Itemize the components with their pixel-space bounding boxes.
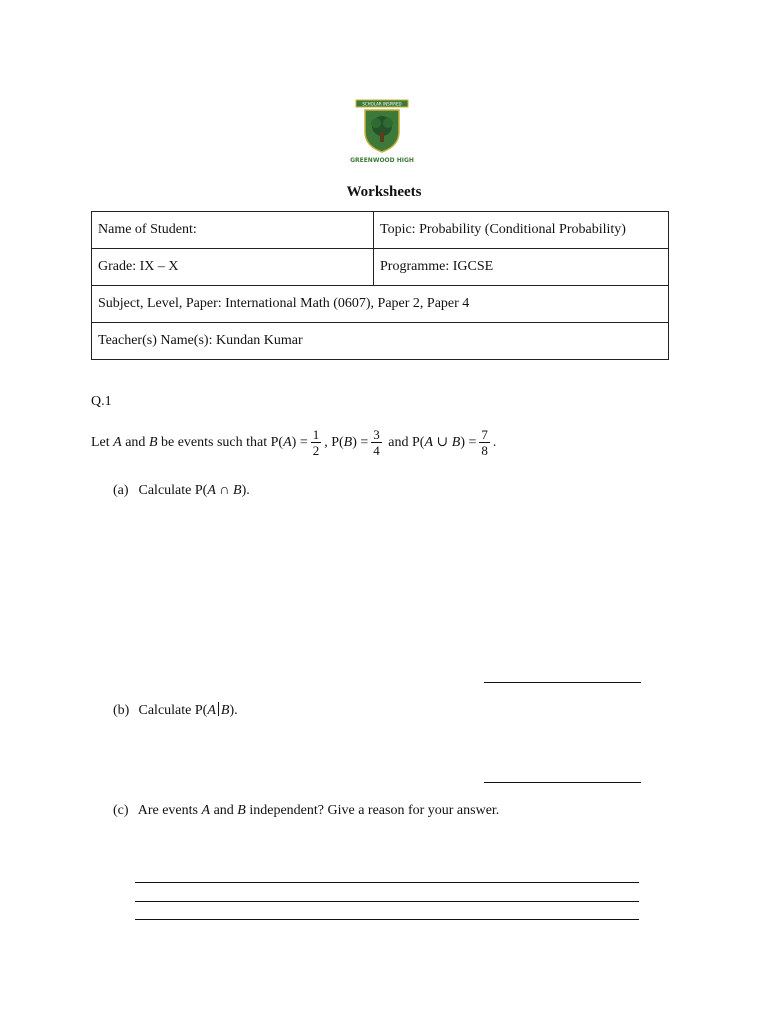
logo-arc-text: GREENWOOD HIGH [350, 157, 414, 164]
table-row [92, 212, 669, 249]
table-row [92, 249, 669, 286]
answer-line-c3[interactable] [135, 919, 639, 920]
part-c: (c) Are events A and B independent? Give a reason for your answer. [113, 803, 500, 818]
info-table [91, 211, 669, 360]
answer-line-b[interactable] [484, 782, 641, 783]
given-bar [218, 702, 219, 716]
student-name-cell: Name of Student: [92, 212, 374, 249]
table-row [92, 323, 669, 360]
grade-cell: Grade: IX – X [92, 249, 374, 286]
page-title: Worksheets [346, 184, 422, 200]
logo-banner-text: SCHOLAR INSPIRED [362, 101, 402, 107]
fraction-punion: $\frac{7}{8}$ [481, 427, 488, 458]
programme-cell: Programme: IGCSE [374, 249, 669, 286]
answer-line-c2[interactable] [135, 901, 639, 902]
teacher-cell: Teacher(s) Name(s): Kundan Kumar [92, 323, 669, 360]
answer-line-a[interactable] [484, 682, 641, 683]
topic-cell: Topic: Probability (Conditional Probability) [374, 212, 669, 249]
question-stem: Let A and B be events such that P( A ) = $\frac{1}{2}$ , P( B ) = $\frac{3}{4}$ and P( A ∪ B ) = $\frac{7}{8}$ . [91, 427, 497, 458]
subject-cell: Subject, Level, Paper: International Math (0607), Paper 2, Paper 4 [92, 286, 669, 323]
fraction-pa: $\frac{1}{2}$ [312, 427, 320, 458]
part-a: (a) Calculate P(A ∩ B). [113, 483, 250, 498]
part-b: (b) Calculate P(A B). [113, 703, 238, 718]
fraction-pb: $\frac{3}{4}$ [373, 427, 380, 458]
answer-line-c1[interactable] [135, 882, 639, 883]
school-logo [348, 96, 416, 166]
table-row [92, 286, 669, 323]
question-number: Q.1 [91, 394, 112, 409]
